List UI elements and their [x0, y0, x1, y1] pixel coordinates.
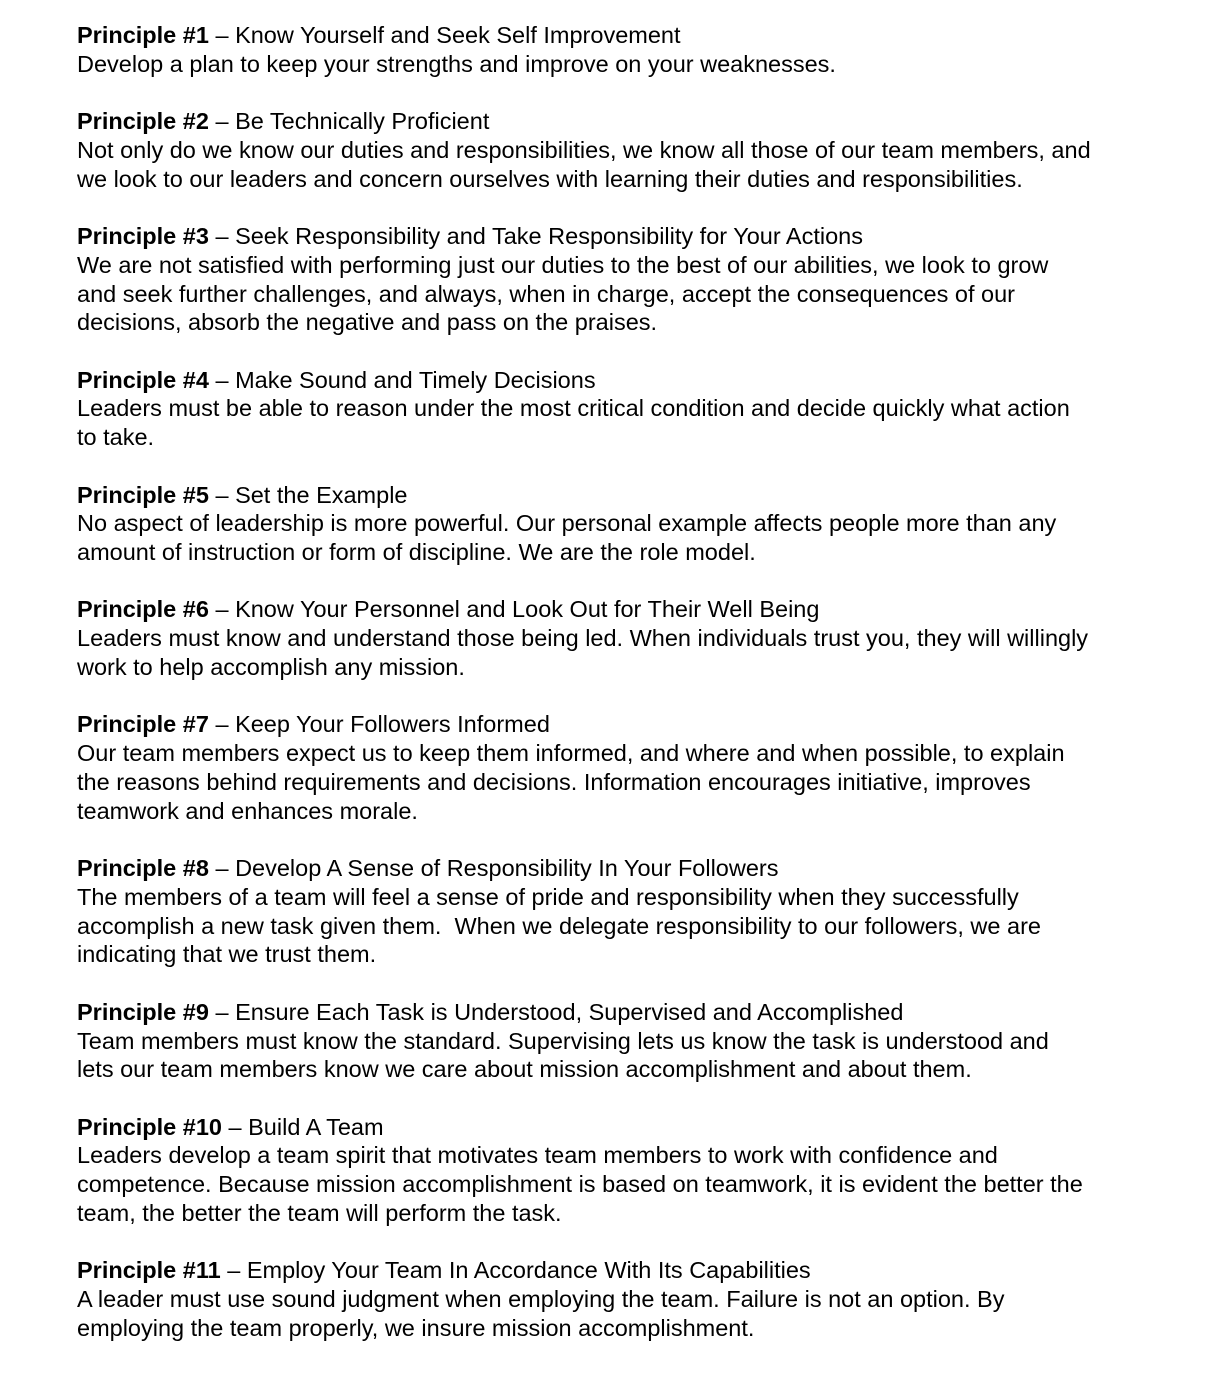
principle-heading: [77, 222, 1177, 251]
principle-number: Principle #8: [77, 855, 209, 882]
principle-body-line: decisions, absorb the negative and pass on the praises.: [77, 309, 658, 336]
principle-title: – Ensure Each Task is Understood, Supervised and Accomplished: [208, 998, 904, 1025]
principle-body-line: Leaders develop a team spirit that motivates team members to work with confidence and: [77, 1142, 998, 1169]
principle-5: [77, 481, 1177, 567]
principle-body-line: amount of instruction or form of discipline. We are the role model.: [77, 539, 756, 566]
principle-body-line: Not only do we know our duties and responsibilities, we know all those of our team members, and: [77, 136, 1091, 163]
principle-heading: [77, 481, 1177, 510]
principle-body-line: and seek further challenges, and always, when in charge, accept the consequences of our: [77, 280, 1015, 307]
principle-heading: [77, 595, 1177, 624]
principle-3: [77, 222, 1177, 337]
principle-number: Principle #9: [77, 998, 209, 1025]
principle-body-line: Leaders must know and understand those being led. When individuals trust you, they will willingly: [77, 625, 1089, 652]
document-page: [77, 21, 1177, 1371]
principle-heading: [77, 1113, 1177, 1142]
principle-body-line: competence. Because mission accomplishment is based on teamwork, it is evident the better the: [77, 1171, 1083, 1198]
principle-body-line: Team members must know the standard. Supervising lets us know the task is understood and: [77, 1027, 1049, 1054]
principle-heading: [77, 21, 1177, 50]
principle-title: – Keep Your Followers Informed: [208, 711, 550, 738]
principle-number: Principle #7: [77, 711, 209, 738]
principle-number: Principle #3: [77, 222, 209, 249]
principle-7: [77, 710, 1177, 825]
principle-4: [77, 366, 1177, 452]
principle-body-line: teamwork and enhances morale.: [77, 797, 418, 824]
principle-number: Principle #1: [77, 22, 209, 48]
principle-number: Principle #2: [77, 108, 209, 135]
principle-9: [77, 998, 1177, 1084]
principle-6: [77, 595, 1177, 681]
principle-heading: [77, 107, 1177, 136]
principle-heading: [77, 854, 1177, 883]
principle-number: Principle #6: [77, 596, 209, 623]
principle-body-line: lets our team members know we care about mission accomplishment and about them.: [77, 1056, 972, 1083]
principle-body-line: Develop a plan to keep your strengths and improve on your weaknesses.: [77, 50, 836, 77]
principle-8: [77, 854, 1177, 969]
principle-title: – Develop A Sense of Responsibility In Your Followers: [208, 855, 779, 882]
principle-body-line: The members of a team will feel a sense of pride and responsibility when they successfully: [77, 883, 1019, 910]
principle-body-line: Leaders must be able to reason under the most critical condition and decide quickly what action: [77, 395, 1070, 422]
principle-number: Principle #5: [77, 481, 209, 508]
principle-2: [77, 107, 1177, 193]
principle-body-line: accomplish a new task given them. When we delegate responsibility to our followers, we are: [77, 912, 1041, 939]
principle-body-line: A leader must use sound judgment when employing the team. Failure is not an option. By: [77, 1286, 1005, 1313]
principle-body-line: team, the better the team will perform the task.: [77, 1200, 562, 1226]
principle-10: [77, 1113, 1177, 1228]
principle-title: – Seek Responsibility and Take Responsibility for Your Actions: [208, 222, 863, 249]
principle-heading: [77, 998, 1177, 1027]
principle-body-line: No aspect of leadership is more powerful. Our personal example affects people more than any: [77, 510, 1057, 537]
principle-title: – Build A Team: [222, 1113, 384, 1140]
principle-title: – Employ Your Team In Accordance With Its Capabilities: [220, 1257, 811, 1284]
principle-body-line: Our team members expect us to keep them informed, and where and when possible, to explain: [77, 740, 1065, 767]
principle-body-line: We are not satisfied with performing just our duties to the best of our abilities, we look to grow: [77, 251, 1049, 278]
principle-title: – Set the Example: [208, 481, 408, 508]
principle-heading: [77, 710, 1177, 739]
principle-title: – Know Your Personnel and Look Out for Their Well Being: [208, 596, 820, 623]
principle-body-line: to take.: [77, 424, 155, 451]
principle-title: – Make Sound and Timely Decisions: [208, 366, 596, 393]
principle-body-line: the reasons behind requirements and decisions. Information encourages initiative, improves: [77, 768, 1031, 795]
principle-1: [77, 21, 1177, 79]
principle-number: Principle #10: [77, 1113, 222, 1140]
principle-body-line: we look to our leaders and concern ourselves with learning their duties and responsibilities.: [77, 165, 1023, 192]
principle-title: – Know Yourself and Seek Self Improvement: [208, 22, 681, 48]
principle-body-line: indicating that we trust them.: [77, 941, 377, 968]
principle-heading: [77, 1256, 1177, 1285]
principle-body-line: employing the team properly, we insure mission accomplishment.: [77, 1314, 755, 1341]
principle-heading: [77, 366, 1177, 395]
principle-11: [77, 1256, 1177, 1342]
principle-number: Principle #11: [77, 1257, 221, 1284]
principle-body-line: work to help accomplish any mission.: [77, 654, 465, 681]
principle-title: – Be Technically Proficient: [208, 108, 490, 135]
principle-number: Principle #4: [77, 366, 209, 393]
